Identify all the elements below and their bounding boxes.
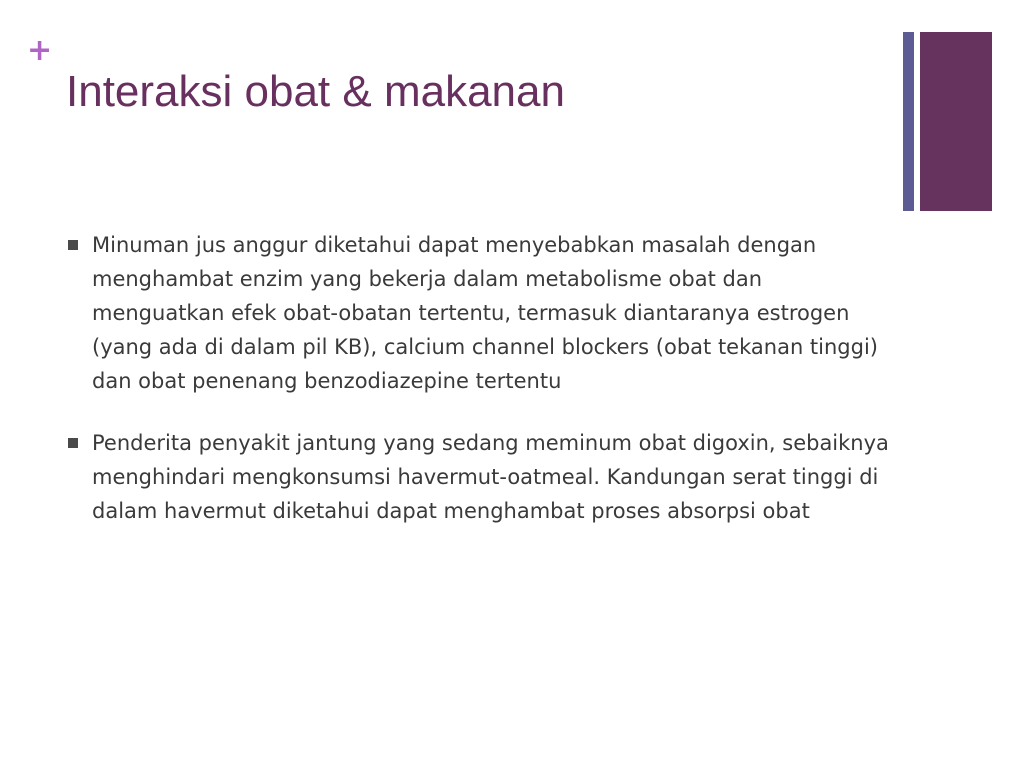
- square-bullet-icon: [68, 240, 78, 250]
- plus-icon: +: [27, 33, 53, 68]
- square-bullet-icon: [68, 438, 78, 448]
- slide-title: Interaksi obat & makanan: [66, 67, 565, 116]
- bullet-list: [66, 228, 896, 556]
- bullet-text: Minuman jus anggur diketahui dapat menyebabkan masalah dengan menghambat enzim yang bekerja dalam metabolisme obat dan menguatkan efek obat-obatan tertentu, termasuk diantaranya estrogen (yang ada di dalam pil KB), calcium channel blockers (obat tekanan tinggi) dan obat penenang benzodiazepine tertentu: [92, 233, 878, 393]
- bullet-text: Penderita penyakit jantung yang sedang meminum obat digoxin, sebaiknya menghindari mengkonsumsi havermut-oatmeal. Kandungan serat tinggi di dalam havermut diketahui dapat menghambat proses absorpsi obat: [92, 431, 889, 523]
- bullet-item: [66, 228, 896, 398]
- accent-bar-thin: [903, 32, 914, 211]
- accent-bar-wide: [920, 32, 992, 211]
- bullet-item: [66, 426, 896, 528]
